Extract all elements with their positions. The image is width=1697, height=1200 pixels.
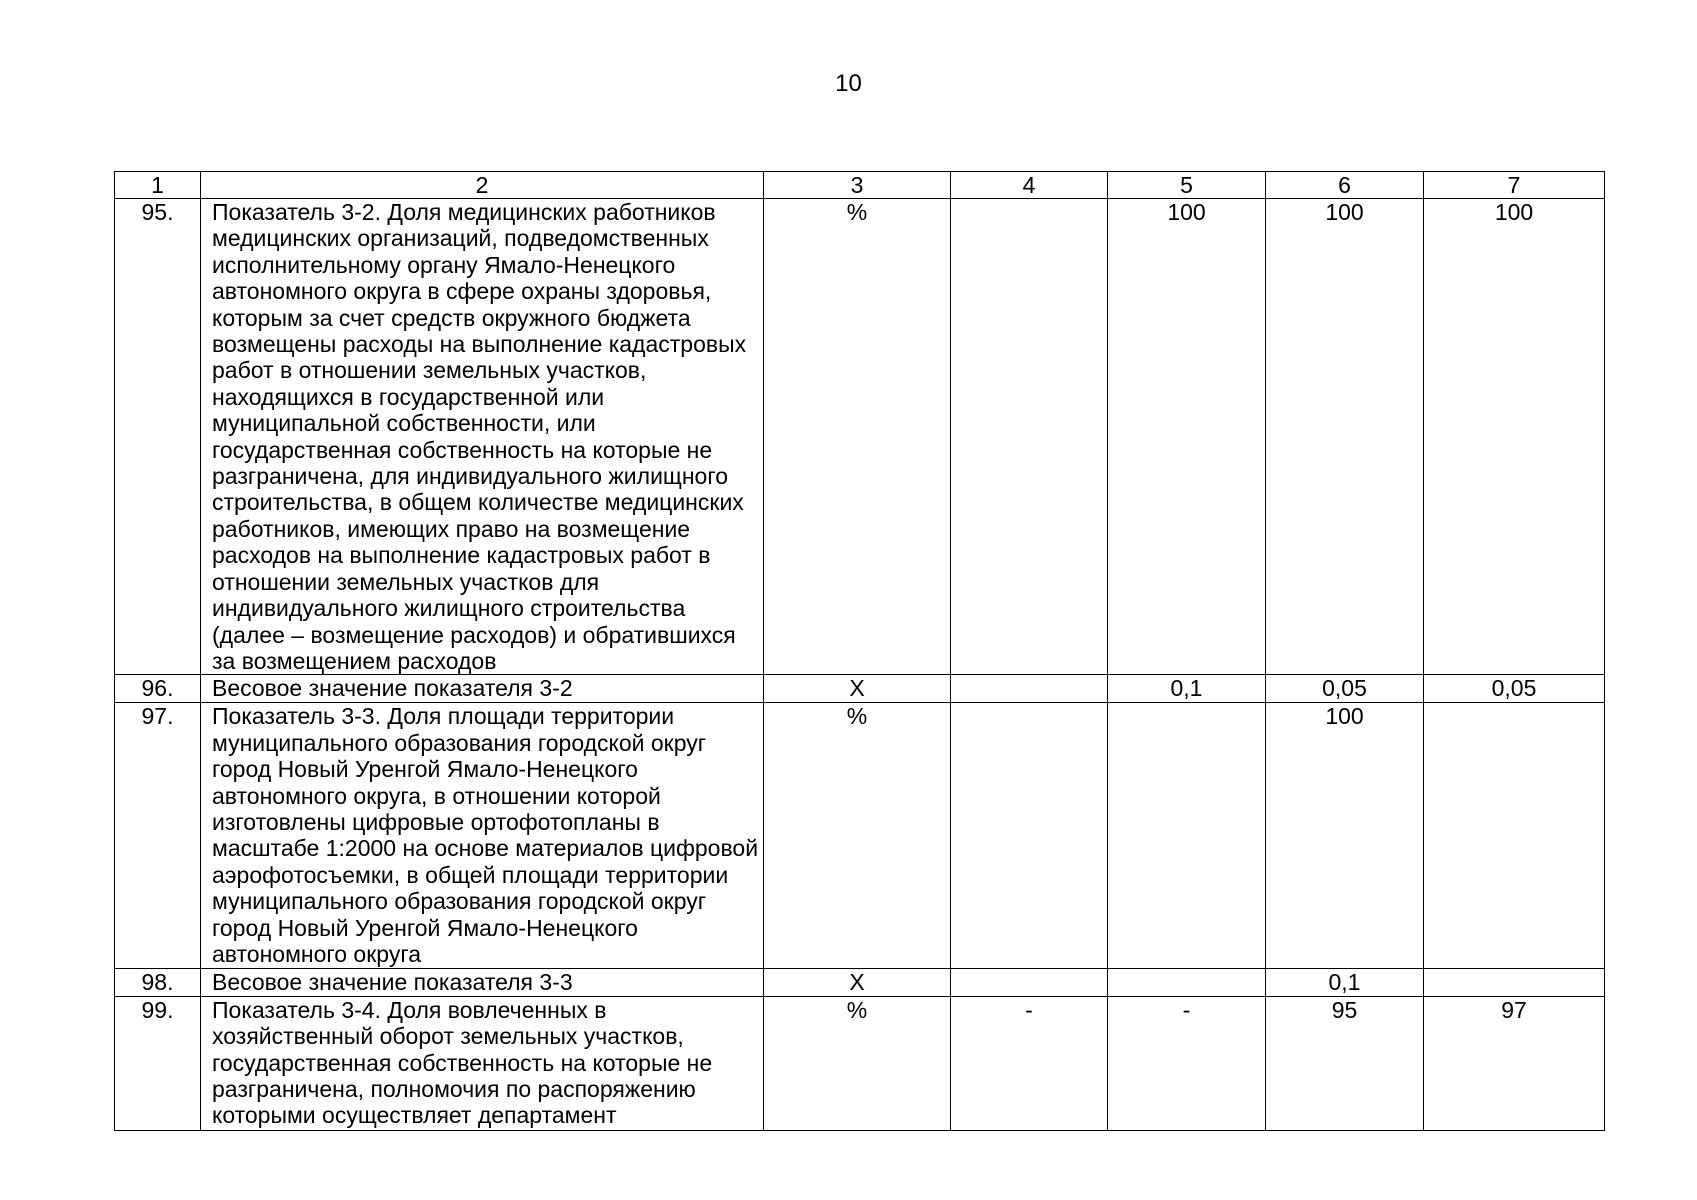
table-header-row xyxy=(115,172,1605,199)
unit-cell: % xyxy=(764,199,951,675)
value-cell: 95 xyxy=(1266,996,1424,1130)
value-cell xyxy=(951,675,1108,703)
value-cell xyxy=(951,703,1108,969)
table-row xyxy=(115,969,1605,996)
column-header: 4 xyxy=(951,172,1108,199)
value-cell xyxy=(1108,969,1266,996)
table-row xyxy=(115,199,1605,675)
value-cell: 0,05 xyxy=(1424,675,1605,703)
column-header: 2 xyxy=(201,172,764,199)
value-cell xyxy=(951,199,1108,675)
table-row xyxy=(115,703,1605,969)
column-header: 1 xyxy=(115,172,201,199)
value-cell: 100 xyxy=(1108,199,1266,675)
column-header: 7 xyxy=(1424,172,1605,199)
column-header: 6 xyxy=(1266,172,1424,199)
indicator-text: Показатель 3-3. Доля площади территории муниципального образования городской округ город Новый Уренгой Ямало-Ненецкого автономного округа, в отношении которой изготовлены цифровые ортофотопланы в масштабе 1:2000 на основе материалов цифровой аэрофотосъемки, в общей площади территории муниципального образования городской округ город Новый Уренгой Ямало-Ненецкого автономного округа xyxy=(201,703,764,969)
table-row xyxy=(115,675,1605,703)
table-row xyxy=(115,996,1605,1130)
unit-cell: % xyxy=(764,996,951,1130)
value-cell: 97 xyxy=(1424,996,1605,1130)
value-cell: 100 xyxy=(1266,199,1424,675)
indicator-text: Весовое значение показателя 3-3 xyxy=(201,969,764,996)
page-number: 10 xyxy=(835,70,862,97)
value-cell xyxy=(1108,703,1266,969)
row-number: 98. xyxy=(115,969,201,996)
value-cell: 0,1 xyxy=(1266,969,1424,996)
value-cell: 100 xyxy=(1266,703,1424,969)
column-header: 3 xyxy=(764,172,951,199)
row-number: 96. xyxy=(115,675,201,703)
value-cell xyxy=(1424,969,1605,996)
unit-cell: % xyxy=(764,703,951,969)
value-cell: - xyxy=(951,996,1108,1130)
value-cell xyxy=(951,969,1108,996)
indicator-text: Показатель 3-2. Доля медицинских работников медицинских организаций, подведомственных исполнительному органу Ямало-Ненецкого автономного округа в сфере охраны здоровья, которым за счет средств окружного бюджета возмещены расходы на выполнение кадастровых работ в отношении земельных участков, находящихся в государственной или муниципальной собственности, или государственная собственность на которые не разграничена, для индивидуального жилищного строительства, в общем количестве медицинских работников, имеющих право на возмещение расходов на выполнение кадастровых работ в отношении земельных участков для индивидуального жилищного строительства (далее – возмещение расходов) и обратившихся за возмещением расходов xyxy=(201,199,764,675)
indicator-text: Весовое значение показателя 3-2 xyxy=(201,675,764,703)
row-number: 95. xyxy=(115,199,201,675)
value-cell: 100 xyxy=(1424,199,1605,675)
value-cell xyxy=(1424,703,1605,969)
unit-cell: X xyxy=(764,675,951,703)
indicator-text: Показатель 3-4. Доля вовлеченных в хозяйственный оборот земельных участков, государственная собственность на которые не разграничена, полномочия по распоряжению которыми осуществляет департамент xyxy=(201,996,764,1130)
indicator-table xyxy=(114,171,1605,1131)
row-number: 97. xyxy=(115,703,201,969)
unit-cell: X xyxy=(764,969,951,996)
value-cell: 0,05 xyxy=(1266,675,1424,703)
value-cell: - xyxy=(1108,996,1266,1130)
row-number: 99. xyxy=(115,996,201,1130)
column-header: 5 xyxy=(1108,172,1266,199)
value-cell: 0,1 xyxy=(1108,675,1266,703)
